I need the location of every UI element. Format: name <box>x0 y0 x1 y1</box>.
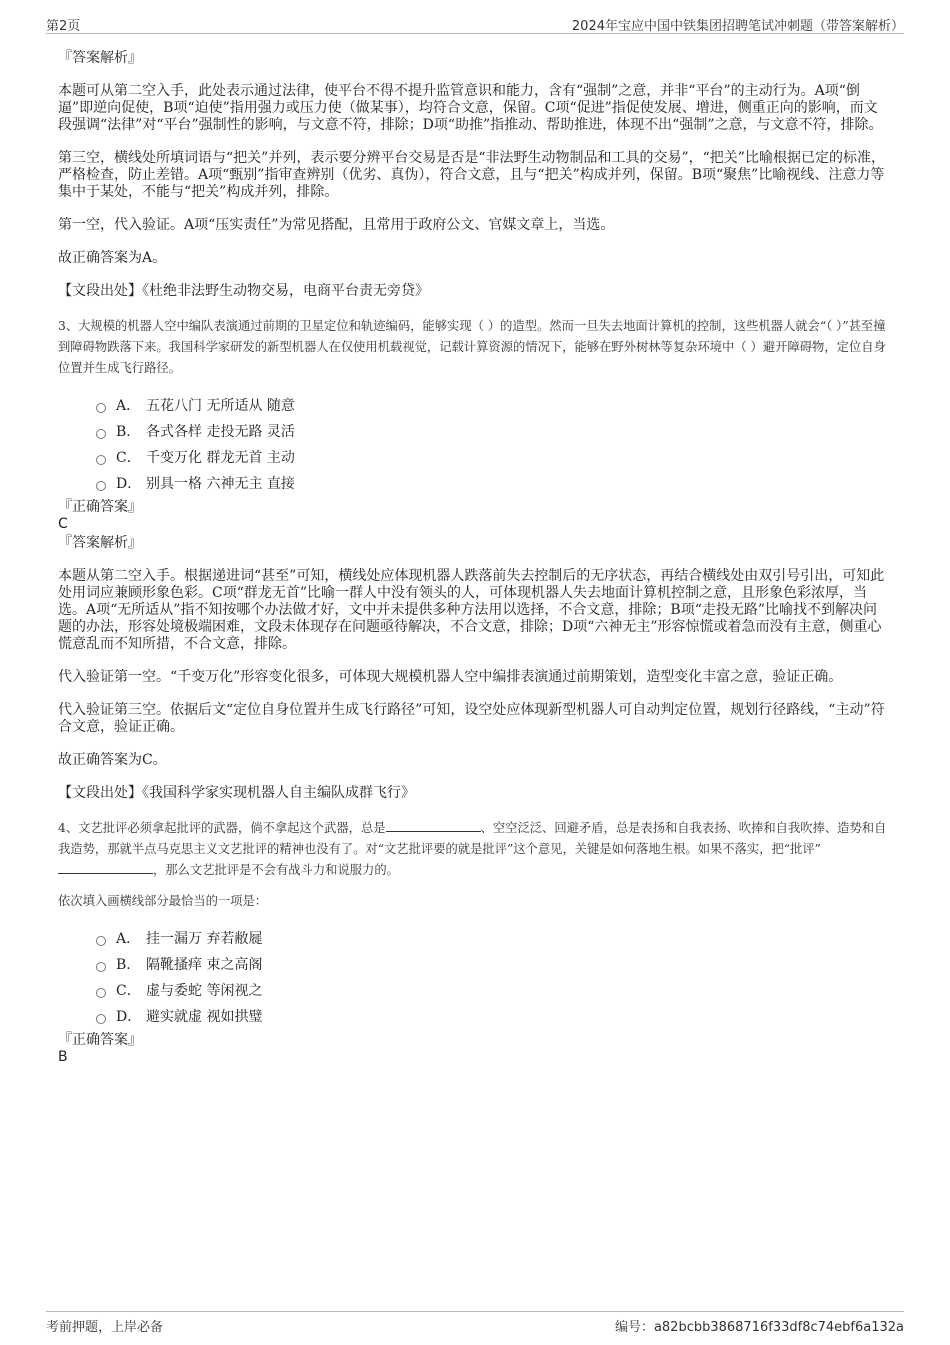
document-code: 编号：a82bcbb3868716f33df8c74ebf6a132a <box>614 1320 904 1335</box>
radio-icon[interactable] <box>96 403 106 413</box>
footer-slogan: 考前押题，上岸必备 <box>46 1320 164 1335</box>
q3-analysis-p2: 代入验证第一空。“千变万化”形容变化很多，可体现大规模机器人空中编排表演通过前期策划，造型变化丰富之意，验证正确。 <box>58 669 843 685</box>
q4-option-b[interactable]: B. 隔靴搔痒 束之高阁 <box>58 952 890 978</box>
page-number: 第2页 <box>46 19 81 34</box>
q2-analysis-p1: 本题可从第二空入手，此处表示通过法律，使平台不得不提升监管意识和能力，含有“强制”之意，并非“平台”的主动行为。A项“倒逼”即逆向促使，B项“迫使”指用强力或压力使（做某事），均符合文意，保留。C项“促进”指促使发展、增进，侧重正向的影响，而文段强调“法律”对“平台”强制性的影响，与文意不符，排除；D项“助推”指推动、帮助推进，体现不出“强制”之意，与文意不符，排除。 <box>58 83 883 133</box>
radio-icon[interactable] <box>96 481 106 491</box>
q4-blank-2 <box>58 861 153 874</box>
q3-option-a[interactable]: A． 五花八门 无所适从 随意 <box>58 393 890 419</box>
q3-option-c[interactable]: C． 千变万化 群龙无首 主动 <box>58 445 890 471</box>
document-body <box>58 44 890 1066</box>
q2-conclusion: 故正确答案为A。 <box>58 250 167 266</box>
q3-correct-label: 『正确答案』 <box>58 499 142 515</box>
document-title: 2024年宝应中国中铁集团招聘笔试冲刺题（带答案解析） <box>571 19 904 34</box>
q4-options <box>58 926 890 1030</box>
radio-icon[interactable] <box>96 962 106 972</box>
q3-options <box>58 393 890 497</box>
q4-blank-1 <box>386 819 481 832</box>
radio-icon[interactable] <box>96 455 106 465</box>
q3-analysis-p1: 本题从第二空入手。根据递进词“甚至”可知，横线处应体现机器人跌落前失去控制后的无序状态，再结合横线处由双引号引出，可知此处用词应兼顾形象色彩。C项“群龙无首”比喻一群人中没有领头的人，可体现机器人失去地面计算机控制之意，且形象色彩浓厚，当选。A项“无所适从”指不知按哪个办法做才好，文中并未提供多种方法用以选择，不合文意，排除；B项“走投无路”比喻找不到解决问题的办法，形容处境极端困难，文段未体现存在问题亟待解决，不合文意，排除；D项“六神无主”形容惊慌或着急而没有主意，侧重心慌意乱而不知所措，不合文意，排除。 <box>58 568 885 652</box>
q2-source: 【文段出处】《杜绝非法野生动物交易，电商平台责无旁贷》 <box>58 283 429 299</box>
q4-option-a[interactable]: A． 挂一漏万 弃若敝屣 <box>58 926 890 952</box>
q3-analysis-p3: 代入验证第三空。依据后文“定位自身位置并生成飞行路径”可知，设空处应体现新型机器人可自动判定位置，规划行径路线，“主动”符合文意，验证正确。 <box>58 702 885 735</box>
q4-correct-label: 『正确答案』 <box>58 1032 142 1048</box>
q3-correct-answer: C <box>58 516 68 532</box>
q4-option-d[interactable]: D． 避实就虚 视如拱璧 <box>58 1004 890 1030</box>
q3-option-b[interactable]: B. 各式各样 走投无路 灵活 <box>58 419 890 445</box>
q4-correct-answer: B <box>58 1049 68 1065</box>
page-footer <box>46 1311 904 1336</box>
q3-conclusion: 故正确答案为C。 <box>58 752 167 768</box>
radio-icon[interactable] <box>96 429 106 439</box>
page-header <box>46 13 904 34</box>
radio-icon[interactable] <box>96 988 106 998</box>
q2-analysis-p3: 第一空，代入验证。A项“压实责任”为常见搭配，且常用于政府公文、官媒文章上，当选。 <box>58 217 615 233</box>
q2-analysis-p2: 第三空，横线处所填词语与“把关”并列，表示要分辨平台交易是否是“非法野生动物制品和工具的交易”，“把关”比喻根据已定的标准，严格检查，防止差错。A项“甄别”指审查辨别（优劣、真伪），符合文意，且与“把关”构成并列，保留。B项“聚焦”比喻视线、注意力等集中于某处，不能与“把关”构成并列，排除。 <box>58 150 885 200</box>
q3-source: 【文段出处】《我国科学家实现机器人自主编队成群飞行》 <box>58 785 415 801</box>
q3-analysis-label: 『答案解析』 <box>58 535 142 551</box>
q4-instruction: 依次填入画横线部分最恰当的一项是： <box>58 894 268 908</box>
q4-option-c[interactable]: C． 虚与委蛇 等闲视之 <box>58 978 890 1004</box>
q4-stem: 4、文艺批评必须拿起批评的武器，倘不拿起这个武器，总是 、空空泛泛、回避矛盾，总是表扬和自我表扬、吹捧和自我吹捧、造势和自我造势，那就半点马克思主义文艺批评的精神也没有了。对“文艺批评要的就是批评”这个意见，关键是如何落地生根。如果不落实，把“批评”，那么文艺批评是不会有战斗力和说服力的。 <box>58 821 887 877</box>
q3-stem: 3、大规模的机器人空中编队表演通过前期的卫星定位和轨迹编码，能够实现（ ）的造型。然而一旦失去地面计算机的控制，这些机器人就会“（ ）”甚至撞到障碍物跌落下来。我国科学家研发的新型机器人在仅使用机载视觉，记载计算资源的情况下，能够在野外树林等复杂环境中（ ）避开障碍物，定位自身位置并生成飞行路径。 <box>58 319 886 375</box>
q3-option-d[interactable]: D． 别具一格 六神无主 直接 <box>58 471 890 497</box>
radio-icon[interactable] <box>96 936 106 946</box>
radio-icon[interactable] <box>96 1014 106 1024</box>
q2-analysis-label: 『答案解析』 <box>58 50 142 66</box>
